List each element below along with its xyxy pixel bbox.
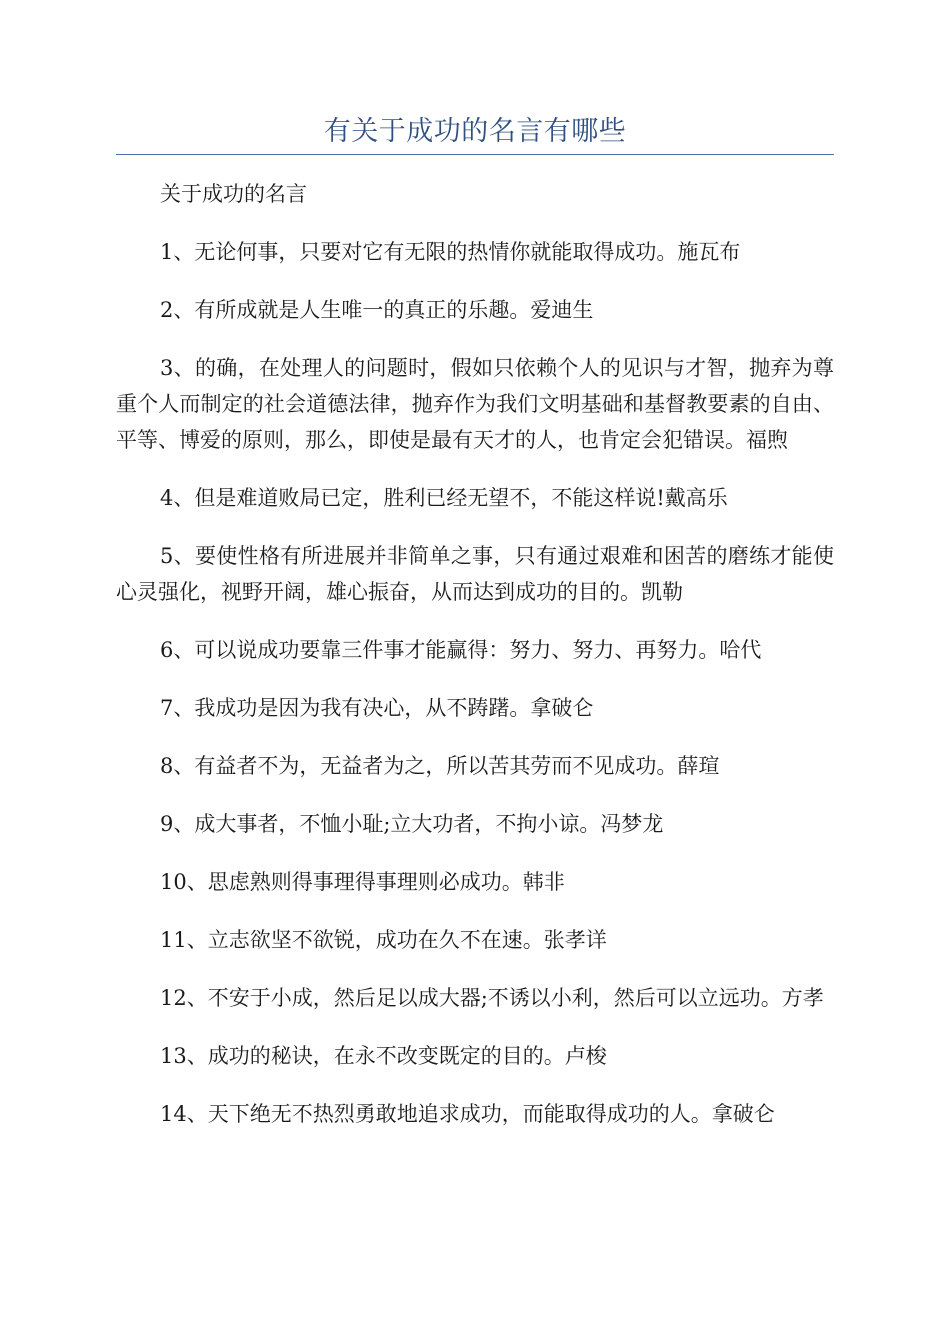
quote-paragraph: 14、天下绝无不热烈勇敢地追求成功，而能取得成功的人。拿破仑 (160, 1102, 775, 1126)
quote-paragraph: 6、可以说成功要靠三件事才能赢得：努力、努力、再努力。哈代 (160, 638, 762, 662)
quote-paragraph: 10、思虑熟则得事理得事理则必成功。韩非 (160, 870, 565, 894)
quote-paragraph: 13、成功的秘诀，在永不改变既定的目的。卢梭 (160, 1044, 607, 1068)
quote-paragraph: 4、但是难道败局已定，胜利已经无望不，不能这样说!戴高乐 (160, 486, 728, 510)
quote-paragraph: 5、要使性格有所进展并非简单之事，只有通过艰难和困苦的磨练才能使心灵强化，视野开阔，雄心振奋，从而达到成功的目的。凯勒 (116, 544, 834, 604)
quote-paragraph: 1、无论何事，只要对它有无限的热情你就能取得成功。施瓦布 (160, 240, 741, 264)
title-underline (116, 154, 834, 155)
section-heading: 关于成功的名言 (160, 182, 307, 206)
quote-paragraph: 2、有所成就是人生唯一的真正的乐趣。爱迪生 (160, 298, 594, 322)
quote-paragraph: 12、不安于小成，然后足以成大器;不诱以小利，然后可以立远功。方孝 (160, 986, 824, 1010)
quote-paragraph: 9、成大事者，不恤小耻;立大功者，不拘小谅。冯梦龙 (160, 812, 664, 836)
quote-paragraph: 8、有益者不为，无益者为之，所以苦其劳而不见成功。薛瑄 (160, 754, 720, 778)
quote-paragraph: 7、我成功是因为我有决心，从不踌躇。拿破仑 (160, 696, 594, 720)
quote-paragraph: 3、的确，在处理人的问题时，假如只依赖个人的见识与才智，抛弃为尊重个人而制定的社会道德法律，抛弃作为我们文明基础和基督教要素的自由、平等、博爱的原则，那么，即使是最有天才的人，也肯定会犯错误。福煦 (116, 356, 834, 452)
document-title: 有关于成功的名言有哪些 (323, 116, 627, 147)
document-body (116, 176, 834, 1154)
quote-paragraph: 11、立志欲坚不欲锐，成功在久不在速。张孝详 (160, 928, 607, 952)
